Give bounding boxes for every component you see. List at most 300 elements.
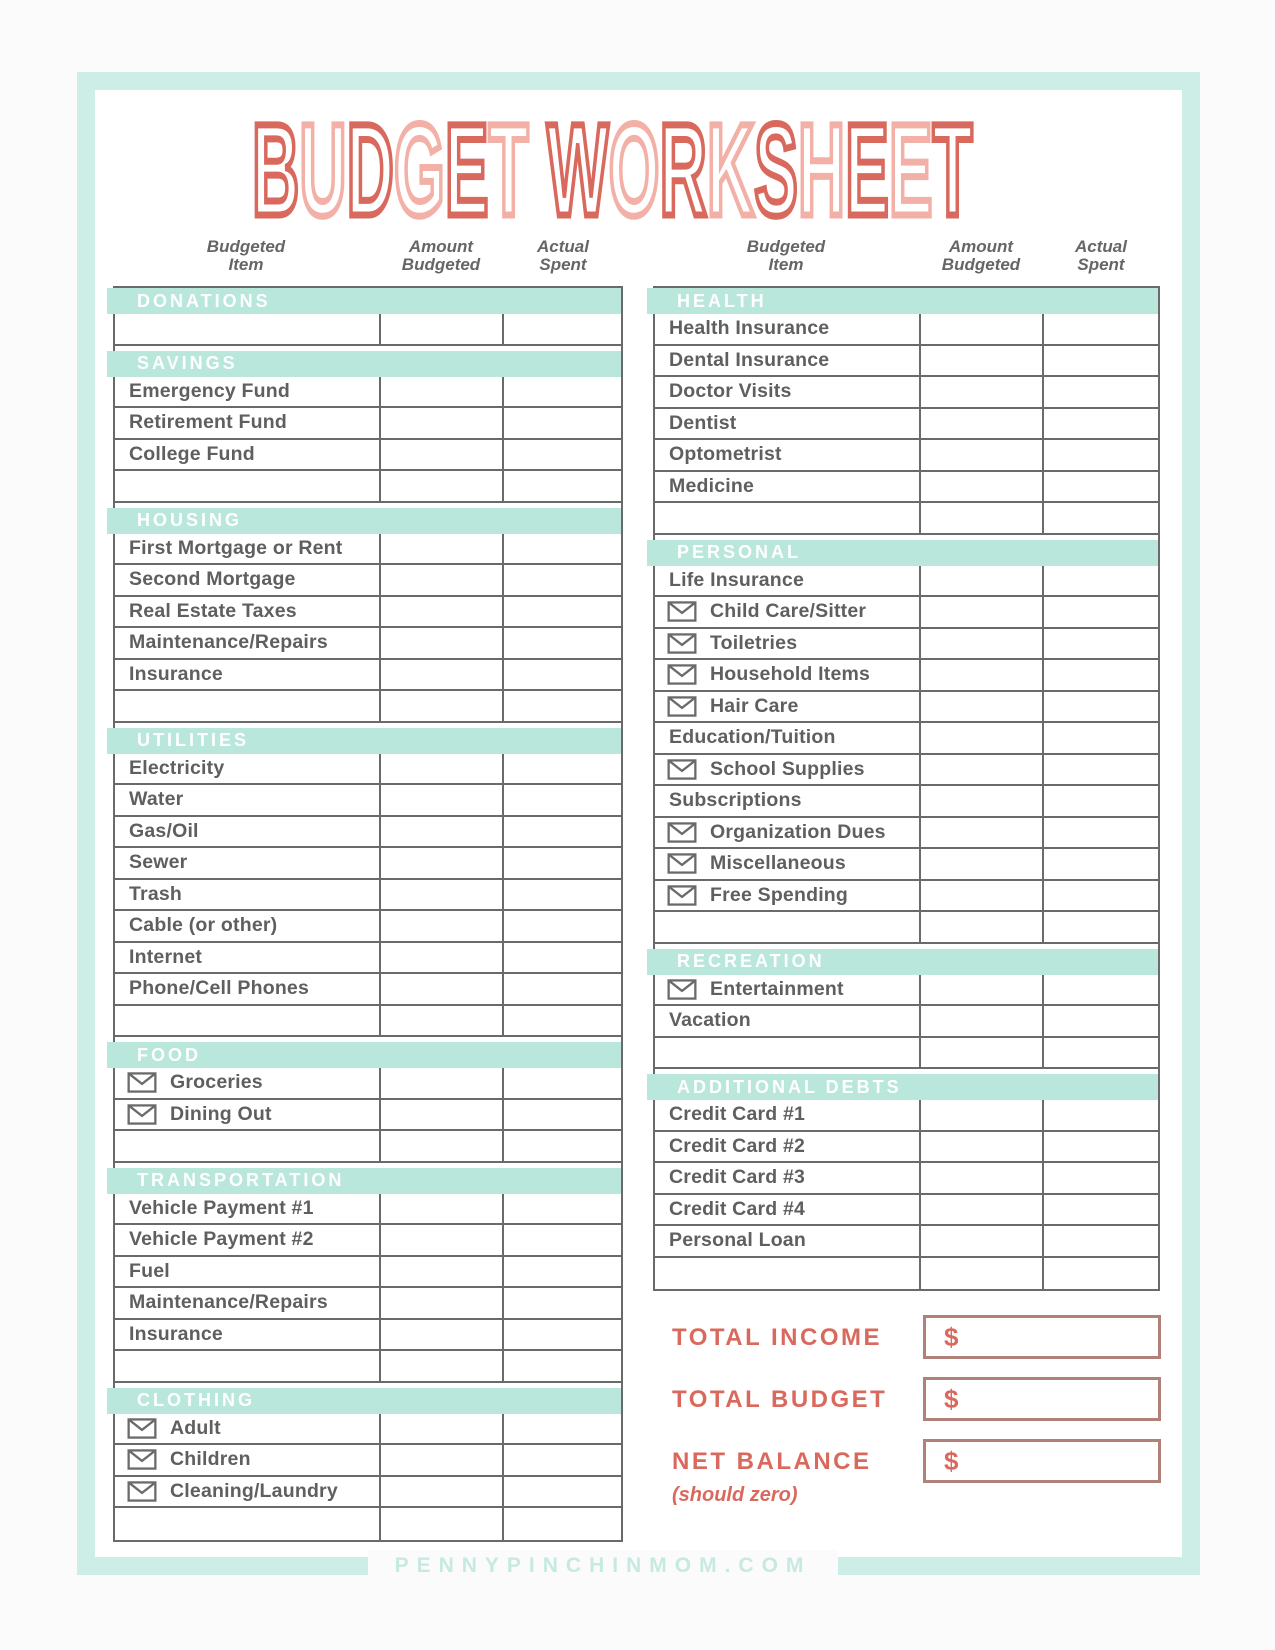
item-label: Trash bbox=[129, 882, 183, 905]
actual-spent-cell bbox=[502, 1351, 621, 1381]
actual-spent-cell bbox=[1042, 440, 1158, 470]
item-cell bbox=[115, 1131, 379, 1161]
item-label: Dental Insurance bbox=[669, 348, 830, 371]
item-cell bbox=[115, 1288, 379, 1318]
item-label: Internet bbox=[129, 945, 203, 968]
item-label: Medicine bbox=[669, 474, 755, 497]
title-letter: T bbox=[488, 96, 529, 243]
amount-budgeted-cell bbox=[379, 597, 502, 627]
amount-budgeted-cell bbox=[919, 346, 1042, 376]
item-cell bbox=[655, 975, 919, 1005]
amount-budgeted-cell bbox=[919, 377, 1042, 407]
column-header-line: Budgeted bbox=[206, 237, 286, 256]
actual-spent-cell bbox=[1042, 1038, 1158, 1068]
table-row bbox=[655, 692, 1158, 724]
title-letter: E bbox=[888, 96, 933, 243]
table-row bbox=[115, 974, 621, 1006]
section-header: SAVINGS bbox=[107, 351, 621, 377]
amount-budgeted-cell bbox=[379, 471, 502, 501]
item-cell bbox=[655, 1163, 919, 1193]
item-cell bbox=[655, 818, 919, 848]
table-row bbox=[655, 786, 1158, 818]
actual-spent-cell bbox=[502, 408, 621, 438]
envelope-icon bbox=[127, 1418, 157, 1439]
column-header-line: Actual bbox=[537, 237, 589, 256]
amount-budgeted-cell bbox=[379, 1320, 502, 1350]
amount-budgeted-cell bbox=[919, 629, 1042, 659]
page-title bbox=[252, 96, 973, 243]
item-cell bbox=[115, 1006, 379, 1036]
item-label: School Supplies bbox=[710, 757, 865, 780]
item-cell bbox=[655, 472, 919, 502]
table-section bbox=[115, 1388, 621, 1540]
envelope-icon bbox=[667, 853, 697, 874]
amount-budgeted-cell bbox=[379, 817, 502, 847]
amount-budgeted-cell bbox=[379, 534, 502, 564]
amount-budgeted-cell bbox=[379, 1477, 502, 1507]
table-row bbox=[655, 755, 1158, 787]
item-cell bbox=[655, 692, 919, 722]
item-label: Credit Card #2 bbox=[669, 1134, 806, 1157]
amount-budgeted-cell bbox=[919, 1100, 1042, 1130]
table-row bbox=[115, 471, 621, 503]
table-row bbox=[655, 1132, 1158, 1164]
table-row bbox=[115, 817, 621, 849]
table-row bbox=[115, 1445, 621, 1477]
actual-spent-cell bbox=[1042, 660, 1158, 690]
amount-budgeted-cell bbox=[919, 912, 1042, 942]
actual-spent-cell bbox=[1042, 377, 1158, 407]
actual-spent-cell bbox=[1042, 472, 1158, 502]
column-header-line: Item bbox=[228, 255, 264, 274]
table-section bbox=[115, 351, 621, 503]
title-letter: K bbox=[706, 96, 755, 243]
table-section bbox=[655, 1074, 1158, 1289]
amount-budgeted-cell bbox=[919, 975, 1042, 1005]
item-cell bbox=[115, 880, 379, 910]
actual-spent-cell bbox=[502, 880, 621, 910]
section-header: ADDITIONAL DEBTS bbox=[647, 1074, 1158, 1100]
amount-budgeted-cell bbox=[919, 723, 1042, 753]
amount-budgeted-cell bbox=[379, 911, 502, 941]
amount-budgeted-cell bbox=[379, 408, 502, 438]
actual-spent-cell bbox=[502, 628, 621, 658]
budget-table-right bbox=[653, 286, 1160, 1291]
item-label: Vehicle Payment #2 bbox=[129, 1228, 314, 1251]
table-row bbox=[655, 1226, 1158, 1258]
section-header: CLOTHING bbox=[107, 1388, 621, 1414]
item-cell bbox=[655, 1132, 919, 1162]
column-header-amount-budgeted-right bbox=[942, 238, 1020, 274]
column-header-line: Amount bbox=[408, 237, 474, 256]
table-row bbox=[115, 1288, 621, 1320]
actual-spent-cell bbox=[502, 1100, 621, 1130]
item-cell bbox=[655, 629, 919, 659]
amount-budgeted-cell bbox=[919, 660, 1042, 690]
actual-spent-cell bbox=[502, 1445, 621, 1475]
amount-budgeted-cell bbox=[379, 1508, 502, 1540]
amount-budgeted-cell bbox=[919, 503, 1042, 533]
table-section bbox=[655, 288, 1158, 535]
amount-budgeted-cell bbox=[919, 314, 1042, 344]
item-cell bbox=[655, 723, 919, 753]
actual-spent-cell bbox=[502, 1288, 621, 1318]
table-section bbox=[655, 949, 1158, 1070]
item-label: Fuel bbox=[129, 1259, 170, 1282]
table-section bbox=[115, 1168, 621, 1383]
actual-spent-cell bbox=[502, 565, 621, 595]
item-label: Free Spending bbox=[710, 883, 849, 906]
actual-spent-cell bbox=[1042, 597, 1158, 627]
item-cell bbox=[115, 1225, 379, 1255]
section-header: HOUSING bbox=[107, 508, 621, 534]
amount-budgeted-cell bbox=[379, 691, 502, 721]
table-row bbox=[115, 848, 621, 880]
column-header-line: Amount bbox=[948, 237, 1014, 256]
item-label: Optometrist bbox=[669, 443, 782, 466]
column-header-actual-spent-right bbox=[1075, 238, 1127, 274]
table-row bbox=[115, 1068, 621, 1100]
title-letter: D bbox=[346, 96, 394, 243]
item-cell bbox=[655, 566, 919, 596]
amount-budgeted-cell bbox=[379, 660, 502, 690]
actual-spent-cell bbox=[502, 974, 621, 1004]
item-cell bbox=[115, 1257, 379, 1287]
envelope-icon bbox=[667, 759, 697, 780]
item-label: Credit Card #4 bbox=[669, 1197, 806, 1220]
table-row bbox=[115, 1257, 621, 1289]
item-label: Toiletries bbox=[710, 631, 798, 654]
net-balance-note: (should zero) bbox=[672, 1484, 798, 1506]
actual-spent-cell bbox=[502, 1006, 621, 1036]
table-row bbox=[655, 472, 1158, 504]
table-row bbox=[115, 943, 621, 975]
amount-budgeted-cell bbox=[379, 848, 502, 878]
item-label: Cleaning/Laundry bbox=[170, 1479, 338, 1502]
item-cell bbox=[115, 660, 379, 690]
table-row bbox=[655, 1163, 1158, 1195]
actual-spent-cell bbox=[502, 1477, 621, 1507]
amount-budgeted-cell bbox=[379, 785, 502, 815]
net-balance-box bbox=[923, 1439, 1161, 1483]
item-label: Health Insurance bbox=[669, 317, 830, 340]
actual-spent-cell bbox=[502, 848, 621, 878]
net-balance-label: NET BALANCE bbox=[672, 1448, 872, 1475]
table-row bbox=[115, 691, 621, 723]
table-row bbox=[655, 1038, 1158, 1070]
item-cell bbox=[115, 1194, 379, 1224]
table-row bbox=[655, 629, 1158, 661]
table-row bbox=[655, 346, 1158, 378]
table-row bbox=[115, 1131, 621, 1163]
item-label: Cable (or other) bbox=[129, 914, 278, 937]
item-cell bbox=[655, 597, 919, 627]
actual-spent-cell bbox=[1042, 818, 1158, 848]
amount-budgeted-cell bbox=[379, 377, 502, 407]
table-row bbox=[655, 660, 1158, 692]
item-cell bbox=[655, 1006, 919, 1036]
amount-budgeted-cell bbox=[919, 692, 1042, 722]
actual-spent-cell bbox=[1042, 1258, 1158, 1290]
item-cell bbox=[655, 440, 919, 470]
actual-spent-cell bbox=[502, 1414, 621, 1444]
item-cell bbox=[115, 1445, 379, 1475]
item-label: Second Mortgage bbox=[129, 568, 296, 591]
table-row bbox=[115, 754, 621, 786]
item-cell bbox=[655, 1038, 919, 1068]
dollar-sign: $ bbox=[944, 1383, 959, 1414]
item-cell bbox=[115, 1068, 379, 1098]
item-cell bbox=[115, 314, 379, 344]
table-section bbox=[655, 540, 1158, 944]
title-letter: B bbox=[252, 96, 300, 243]
table-row bbox=[115, 1477, 621, 1509]
item-cell bbox=[115, 691, 379, 721]
amount-budgeted-cell bbox=[379, 1131, 502, 1161]
actual-spent-cell bbox=[502, 534, 621, 564]
item-cell bbox=[115, 848, 379, 878]
item-cell bbox=[115, 408, 379, 438]
actual-spent-cell bbox=[502, 597, 621, 627]
dollar-sign: $ bbox=[944, 1445, 959, 1476]
actual-spent-cell bbox=[502, 660, 621, 690]
amount-budgeted-cell bbox=[919, 881, 1042, 911]
amount-budgeted-cell bbox=[379, 440, 502, 470]
table-row bbox=[115, 1414, 621, 1446]
item-cell bbox=[115, 785, 379, 815]
amount-budgeted-cell bbox=[379, 1068, 502, 1098]
table-row bbox=[115, 597, 621, 629]
item-cell bbox=[115, 1100, 379, 1130]
table-row bbox=[655, 881, 1158, 913]
actual-spent-cell bbox=[502, 754, 621, 784]
table-row bbox=[655, 314, 1158, 346]
item-label: Emergency Fund bbox=[129, 379, 290, 402]
actual-spent-cell bbox=[1042, 314, 1158, 344]
actual-spent-cell bbox=[1042, 692, 1158, 722]
item-label: Gas/Oil bbox=[129, 819, 199, 842]
item-cell bbox=[115, 754, 379, 784]
table-row bbox=[655, 1006, 1158, 1038]
amount-budgeted-cell bbox=[919, 1006, 1042, 1036]
table-row bbox=[655, 912, 1158, 944]
amount-budgeted-cell bbox=[919, 597, 1042, 627]
item-label: Subscriptions bbox=[669, 789, 802, 812]
table-row bbox=[115, 1100, 621, 1132]
item-label: Groceries bbox=[170, 1071, 263, 1094]
item-cell bbox=[115, 440, 379, 470]
item-label: Electricity bbox=[129, 756, 225, 779]
amount-budgeted-cell bbox=[379, 565, 502, 595]
item-label: Dentist bbox=[669, 411, 737, 434]
title-letter: W bbox=[546, 96, 609, 243]
title-letter: E bbox=[444, 96, 489, 243]
title-letter: U bbox=[299, 96, 347, 243]
amount-budgeted-cell bbox=[919, 409, 1042, 439]
total-budget-box bbox=[923, 1377, 1161, 1421]
total-income-label: TOTAL INCOME bbox=[672, 1324, 882, 1351]
amount-budgeted-cell bbox=[379, 1100, 502, 1130]
title-letter: T bbox=[932, 96, 973, 243]
item-label: Vehicle Payment #1 bbox=[129, 1196, 314, 1219]
item-label: Credit Card #1 bbox=[669, 1103, 806, 1126]
column-header-budgeted-item-left bbox=[207, 238, 285, 274]
item-cell bbox=[655, 503, 919, 533]
amount-budgeted-cell bbox=[379, 943, 502, 973]
table-row bbox=[115, 1351, 621, 1383]
item-label: Education/Tuition bbox=[669, 726, 836, 749]
amount-budgeted-cell bbox=[919, 566, 1042, 596]
title-letter bbox=[529, 96, 547, 243]
item-label: Entertainment bbox=[710, 977, 844, 1000]
item-cell bbox=[115, 1508, 379, 1540]
amount-budgeted-cell bbox=[379, 1225, 502, 1255]
actual-spent-cell bbox=[1042, 409, 1158, 439]
column-header-line: Budgeted bbox=[401, 255, 481, 274]
table-row bbox=[115, 880, 621, 912]
table-row bbox=[655, 409, 1158, 441]
table-row bbox=[115, 628, 621, 660]
table-section bbox=[115, 728, 621, 1038]
item-label: Children bbox=[170, 1448, 251, 1471]
item-cell bbox=[655, 755, 919, 785]
actual-spent-cell bbox=[502, 1257, 621, 1287]
item-cell bbox=[655, 786, 919, 816]
envelope-icon bbox=[667, 979, 697, 1000]
item-label: Maintenance/Repairs bbox=[129, 631, 328, 654]
actual-spent-cell bbox=[502, 377, 621, 407]
actual-spent-cell bbox=[1042, 975, 1158, 1005]
amount-budgeted-cell bbox=[379, 754, 502, 784]
amount-budgeted-cell bbox=[919, 1038, 1042, 1068]
item-label: Insurance bbox=[129, 662, 223, 685]
item-cell bbox=[115, 534, 379, 564]
envelope-icon bbox=[667, 696, 697, 717]
table-row bbox=[655, 566, 1158, 598]
footer-url: PENNYPINCHINMOM.COM bbox=[394, 1554, 812, 1577]
column-header-actual-spent-left bbox=[537, 238, 589, 274]
item-label: Insurance bbox=[129, 1322, 223, 1345]
title-letter: E bbox=[845, 96, 889, 243]
item-label: Sewer bbox=[129, 851, 188, 874]
item-label: Real Estate Taxes bbox=[129, 599, 297, 622]
item-cell bbox=[655, 314, 919, 344]
title-letter: S bbox=[754, 96, 798, 243]
title-letter: H bbox=[797, 96, 846, 243]
amount-budgeted-cell bbox=[919, 1258, 1042, 1290]
table-row bbox=[115, 1508, 621, 1540]
actual-spent-cell bbox=[502, 911, 621, 941]
table-row bbox=[655, 1195, 1158, 1227]
envelope-icon bbox=[667, 633, 697, 654]
table-row bbox=[115, 408, 621, 440]
actual-spent-cell bbox=[1042, 1132, 1158, 1162]
amount-budgeted-cell bbox=[919, 786, 1042, 816]
actual-spent-cell bbox=[502, 785, 621, 815]
total-income-box bbox=[923, 1315, 1161, 1359]
actual-spent-cell bbox=[502, 691, 621, 721]
envelope-icon bbox=[667, 822, 697, 843]
footer bbox=[368, 1550, 838, 1582]
actual-spent-cell bbox=[1042, 1195, 1158, 1225]
item-cell bbox=[115, 1477, 379, 1507]
amount-budgeted-cell bbox=[919, 849, 1042, 879]
item-label: College Fund bbox=[129, 442, 255, 465]
amount-budgeted-cell bbox=[919, 472, 1042, 502]
item-cell bbox=[655, 849, 919, 879]
table-row bbox=[115, 911, 621, 943]
item-label: Miscellaneous bbox=[710, 852, 846, 875]
item-label: Organization Dues bbox=[710, 820, 886, 843]
item-label: Adult bbox=[170, 1416, 221, 1439]
actual-spent-cell bbox=[1042, 1006, 1158, 1036]
amount-budgeted-cell bbox=[379, 974, 502, 1004]
actual-spent-cell bbox=[1042, 849, 1158, 879]
column-header-line: Actual bbox=[1075, 237, 1127, 256]
table-row bbox=[115, 314, 621, 346]
actual-spent-cell bbox=[1042, 786, 1158, 816]
actual-spent-cell bbox=[502, 1508, 621, 1540]
actual-spent-cell bbox=[1042, 723, 1158, 753]
item-label: Personal Loan bbox=[669, 1229, 806, 1252]
envelope-icon bbox=[667, 885, 697, 906]
column-header-budgeted-item-right bbox=[747, 238, 825, 274]
envelope-icon bbox=[127, 1104, 157, 1125]
total-budget-label: TOTAL BUDGET bbox=[672, 1386, 888, 1413]
actual-spent-cell bbox=[502, 943, 621, 973]
envelope-icon bbox=[667, 601, 697, 622]
actual-spent-cell bbox=[1042, 1163, 1158, 1193]
item-label: First Mortgage or Rent bbox=[129, 536, 343, 559]
item-cell bbox=[115, 911, 379, 941]
envelope-icon bbox=[127, 1481, 157, 1502]
section-header: TRANSPORTATION bbox=[107, 1168, 621, 1194]
actual-spent-cell bbox=[502, 314, 621, 344]
amount-budgeted-cell bbox=[919, 818, 1042, 848]
table-row bbox=[655, 723, 1158, 755]
item-label: Vacation bbox=[669, 1009, 751, 1032]
amount-budgeted-cell bbox=[919, 1195, 1042, 1225]
table-row bbox=[115, 1225, 621, 1257]
amount-budgeted-cell bbox=[919, 1226, 1042, 1256]
actual-spent-cell bbox=[1042, 503, 1158, 533]
section-header: FOOD bbox=[107, 1042, 621, 1068]
title-letter: R bbox=[659, 96, 707, 243]
item-cell bbox=[655, 346, 919, 376]
dollar-sign: $ bbox=[944, 1321, 959, 1352]
table-section bbox=[115, 1042, 621, 1163]
item-label: Child Care/Sitter bbox=[710, 600, 867, 623]
amount-budgeted-cell bbox=[919, 755, 1042, 785]
amount-budgeted-cell bbox=[379, 1414, 502, 1444]
item-label: Dining Out bbox=[170, 1102, 272, 1125]
section-header: UTILITIES bbox=[107, 728, 621, 754]
item-cell bbox=[115, 565, 379, 595]
amount-budgeted-cell bbox=[379, 1351, 502, 1381]
amount-budgeted-cell bbox=[379, 1006, 502, 1036]
amount-budgeted-cell bbox=[379, 1257, 502, 1287]
envelope-icon bbox=[127, 1072, 157, 1093]
actual-spent-cell bbox=[1042, 566, 1158, 596]
item-label: Maintenance/Repairs bbox=[129, 1291, 328, 1314]
column-header-line: Spent bbox=[539, 255, 587, 274]
item-cell bbox=[115, 817, 379, 847]
column-header-line: Spent bbox=[1077, 255, 1125, 274]
table-row bbox=[115, 1194, 621, 1226]
envelope-icon bbox=[127, 1449, 157, 1470]
title-letter: G bbox=[393, 96, 445, 243]
amount-budgeted-cell bbox=[379, 880, 502, 910]
